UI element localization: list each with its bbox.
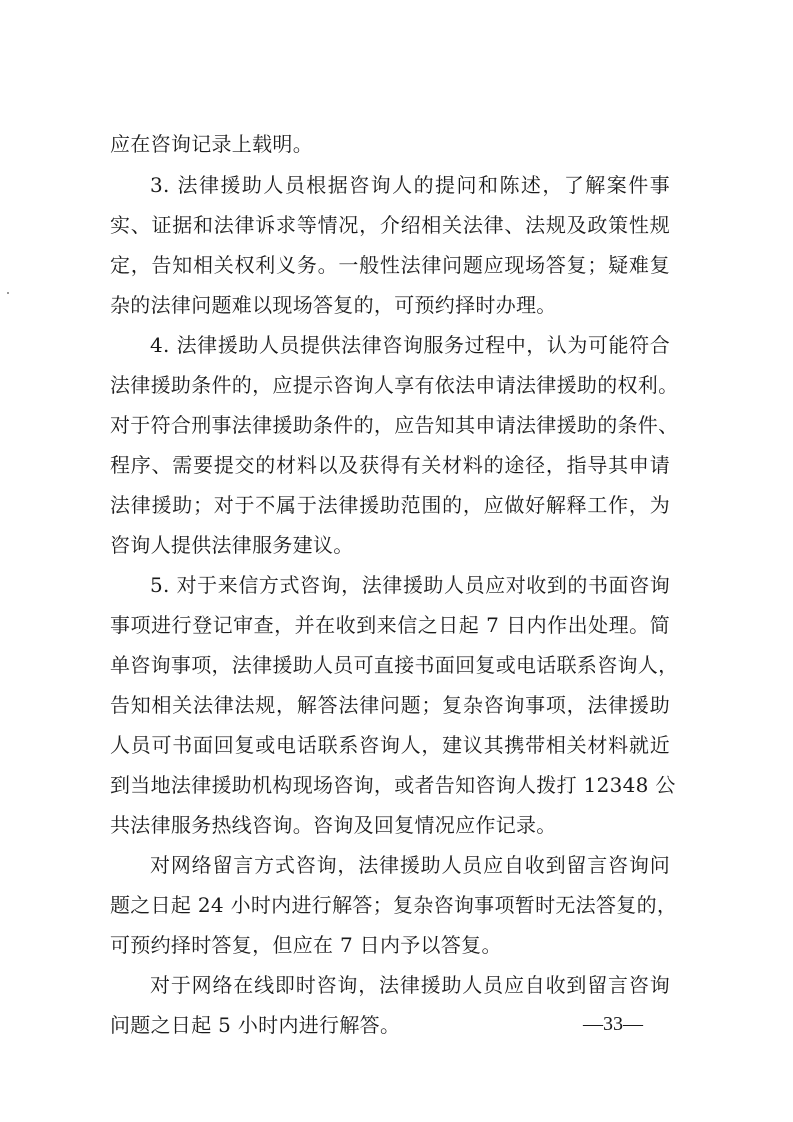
paragraph-line: 应在咨询记录上载明。 <box>110 132 313 156</box>
paragraph-line: 事项进行登记审查，并在收到来信之日起 7 日内作出处理。简 <box>110 613 670 637</box>
paragraph-line: 法律援助条件的，应提示咨询人享有依法申请法律援助的权利。 <box>110 373 679 397</box>
paragraph-line: 定，告知相关权利义务。一般性法律问题应现场答复；疑难复 <box>110 253 670 277</box>
paragraph-line: 告知相关法律法规，解答法律问题；复杂咨询事项，法律援助 <box>110 693 670 717</box>
paragraph-line: 问题之日起 5 小时内进行解答。 <box>110 1013 401 1037</box>
scan-speck <box>7 292 9 294</box>
paragraph-line: 单咨询事项，法律援助人员可直接书面回复或电话联系咨询人， <box>110 653 679 677</box>
paragraph-line: 对于符合刑事法律援助条件的，应告知其申请法律援助的条件、 <box>110 413 679 437</box>
page-number: —33— <box>583 1013 643 1035</box>
paragraph-line: 到当地法律援助机构现场咨询，或者告知咨询人拨打 12348 公 <box>110 773 676 797</box>
paragraph-line: 可预约择时答复，但应在 7 日内予以答复。 <box>110 933 502 957</box>
paragraph-line: 实、证据和法律诉求等情况，介绍相关法律、法规及政策性规 <box>110 213 670 237</box>
paragraph-line: 杂的法律问题难以现场答复的，可预约择时办理。 <box>110 293 557 317</box>
paragraph-line: 共法律服务热线咨询。咨询及回复情况应作记录。 <box>110 813 557 837</box>
paragraph-line: 对于网络在线即时咨询，法律援助人员应自收到留言咨询 <box>150 973 670 997</box>
paragraph-line: 5. 对于来信方式咨询，法律援助人员应对收到的书面咨询 <box>150 573 670 597</box>
paragraph-line: 题之日起 24 小时内进行解答；复杂咨询事项暂时无法答复的， <box>110 893 678 917</box>
paragraph-line: 人员可书面回复或电话联系咨询人，建议其携带相关材料就近 <box>110 733 670 757</box>
paragraph-line: 程序、需要提交的材料以及获得有关材料的途径，指导其申请 <box>110 453 670 477</box>
paragraph-line: 4. 法律援助人员提供法律咨询服务过程中，认为可能符合 <box>150 333 670 357</box>
paragraph-line: 咨询人提供法律服务建议。 <box>110 533 354 557</box>
paragraph-line: 法律援助；对于不属于法律援助范围的，应做好解释工作，为 <box>110 493 670 517</box>
paragraph-line: 对网络留言方式咨询，法律援助人员应自收到留言咨询问 <box>150 853 670 877</box>
paragraph-line: 3. 法律援助人员根据咨询人的提问和陈述，了解案件事 <box>150 173 670 197</box>
